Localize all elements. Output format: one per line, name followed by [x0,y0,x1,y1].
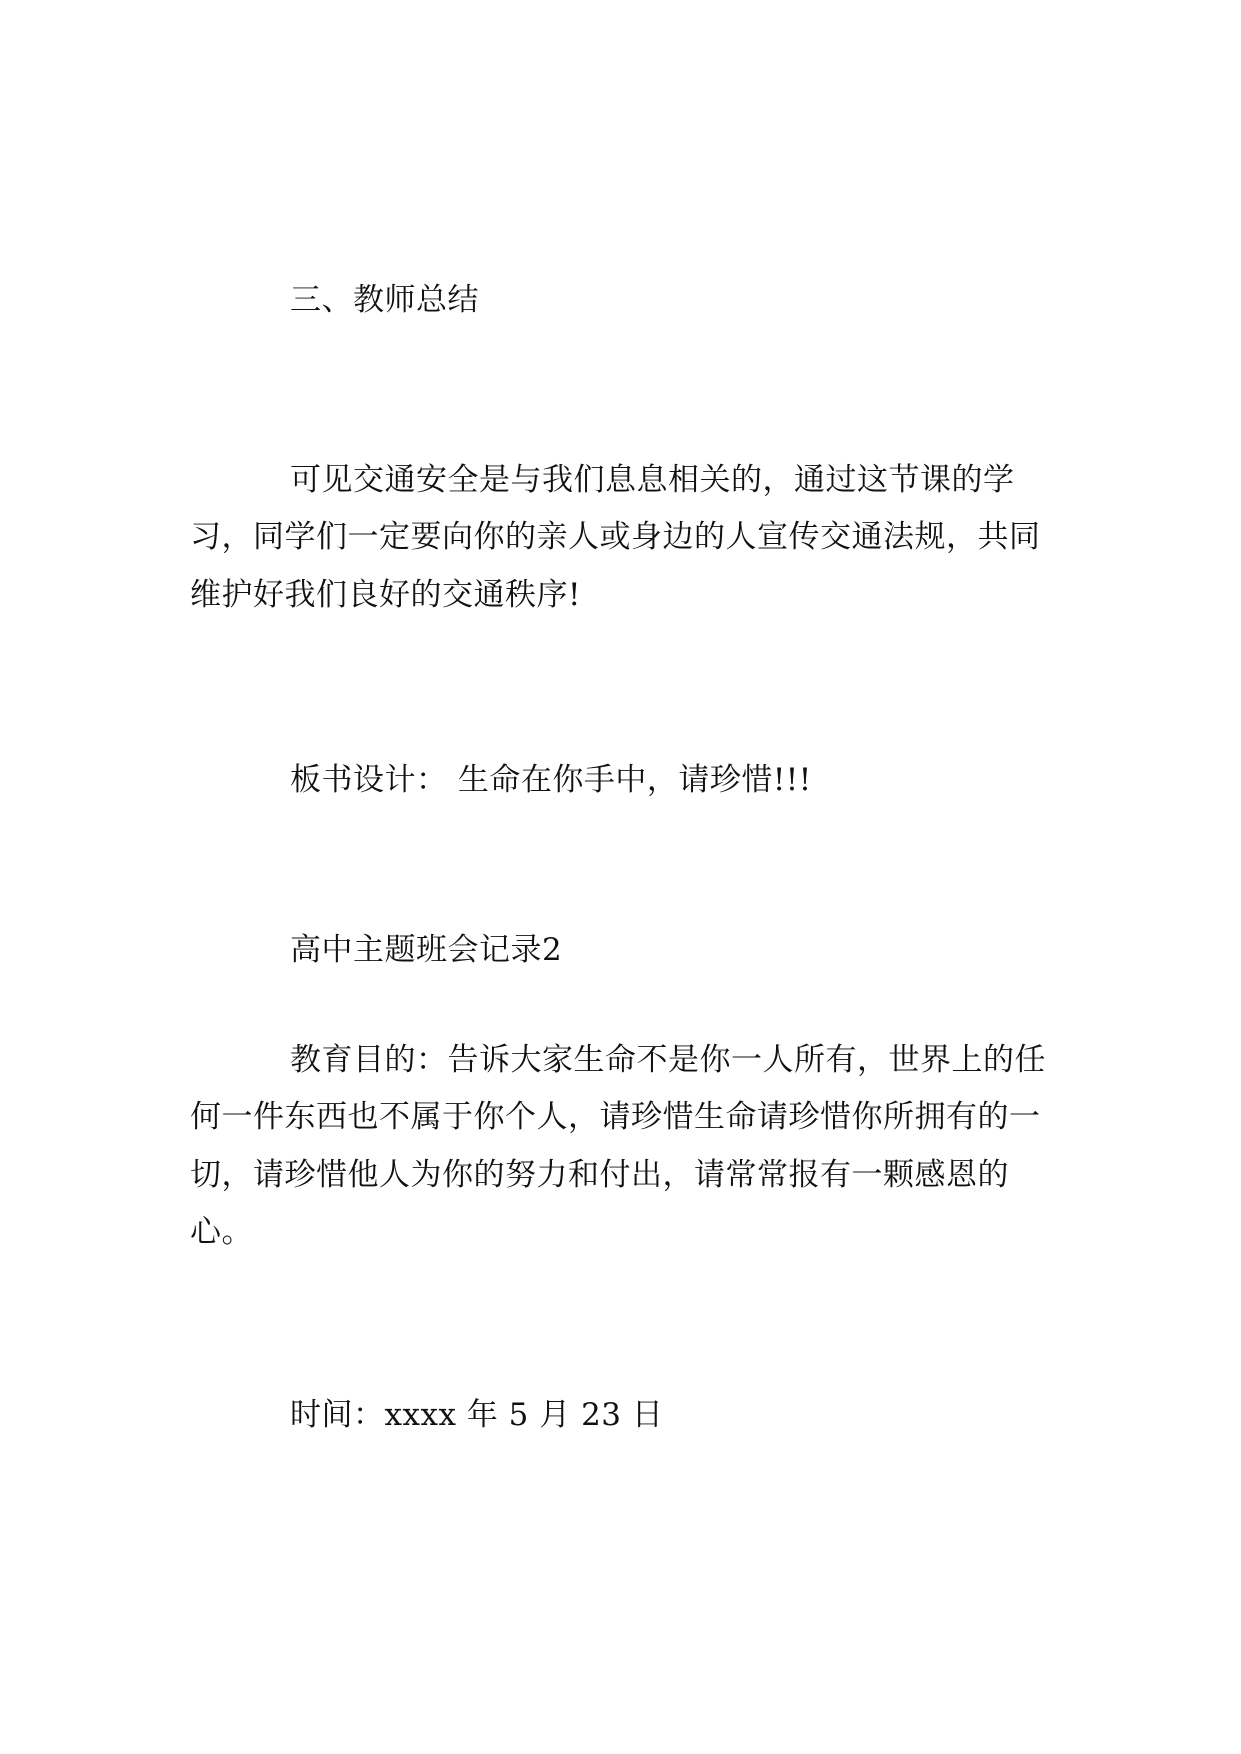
record-title: 高中主题班会记录2 [290,932,563,968]
objective-paragraph: 教育目的：告诉大家生命不是你一人所有，世界上的任何一件东西也不属于你个人，请珍惜生命请珍惜你所拥有的一切，请珍惜他人为你的努力和付出，请常常报有一颗感恩的心。 [190,1042,1046,1251]
section-heading: 三、教师总结 [290,282,479,318]
summary-paragraph: 可见交通安全是与我们息息相关的，通过这节课的学习，同学们一定要向你的亲人或身边的人宣传交通法规，共同维护好我们良好的交通秩序! [190,462,1041,613]
time-line: 时间：xxxx 年 5 月 23 日 [290,1397,664,1433]
board-design-line: 板书设计： 生命在你手中，请珍惜!!! [290,762,812,798]
